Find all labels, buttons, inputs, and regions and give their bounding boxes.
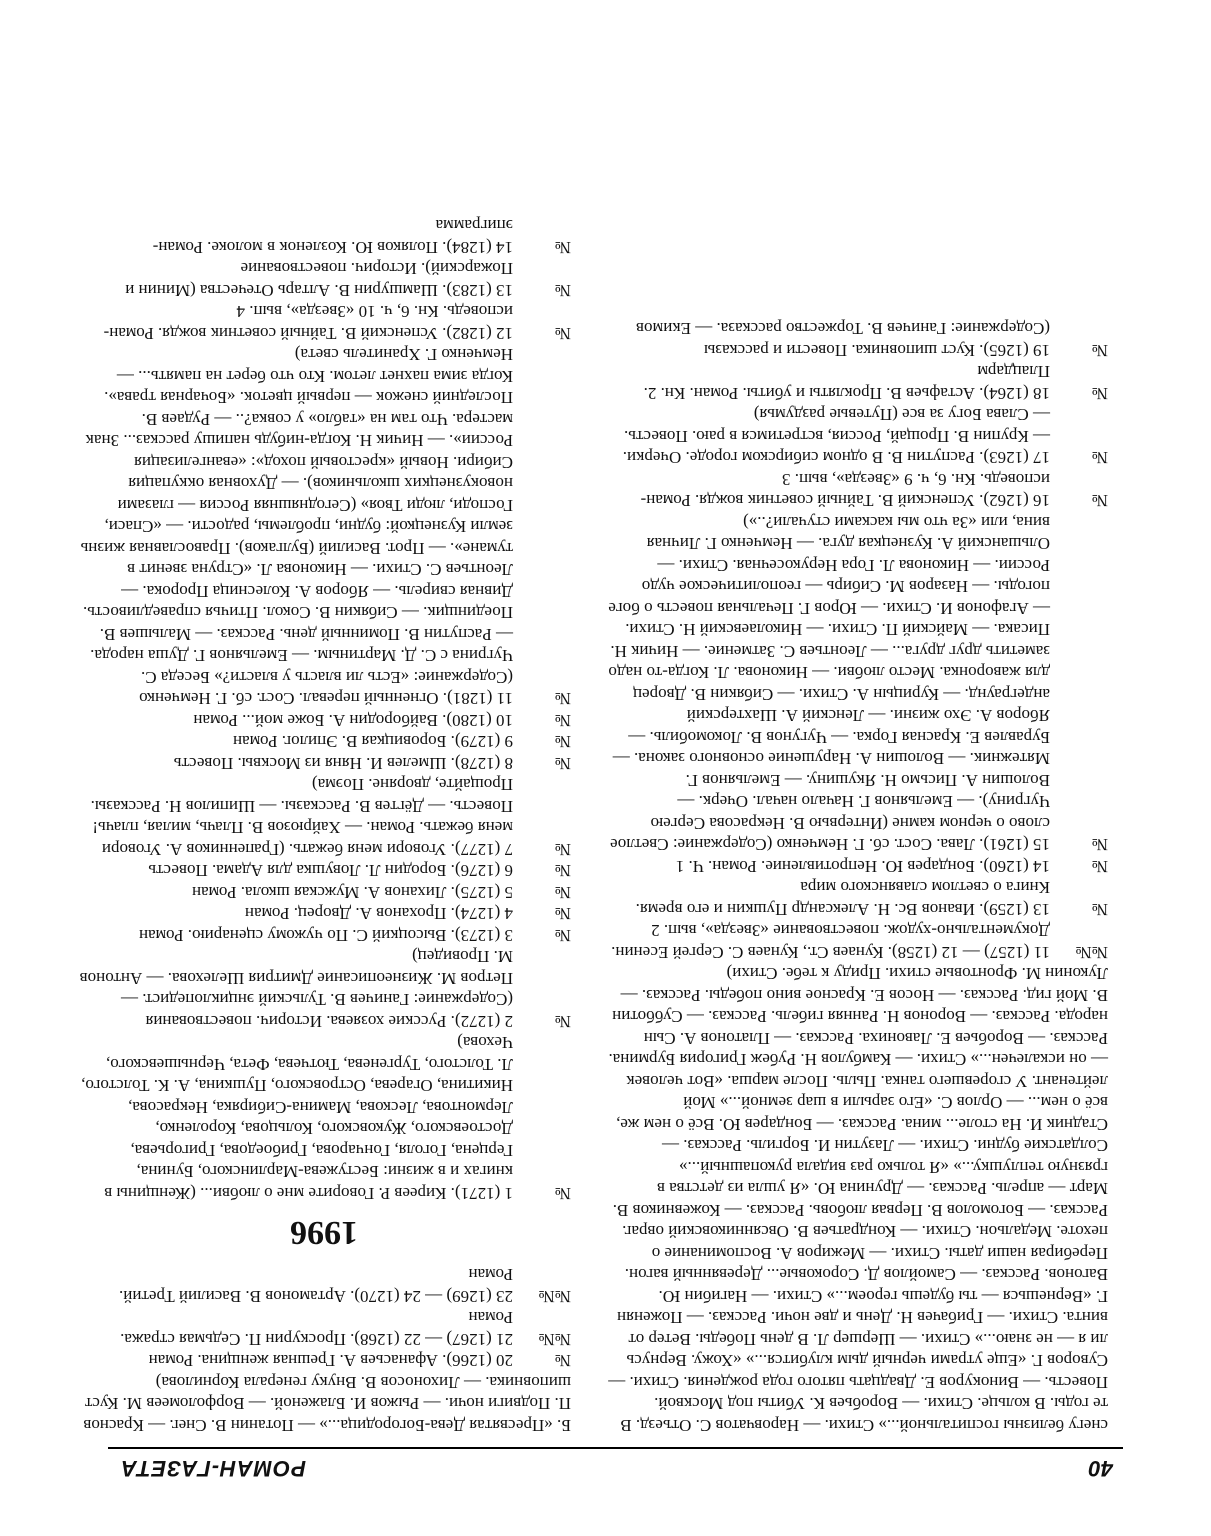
catalog-entry bbox=[77, 753, 571, 775]
entry-number-mark: № bbox=[1091, 835, 1108, 855]
entry-text: 23 (1269) — 24 (1270). Артамонов В. Василий Третий. Роман bbox=[119, 1265, 513, 1306]
entry-number-mark: № bbox=[554, 926, 571, 945]
running-title: РОМАН-ГАЗЕТА bbox=[120, 1456, 306, 1481]
entry-number-mark: № bbox=[554, 861, 571, 881]
catalog-entry bbox=[77, 946, 571, 1032]
left-column bbox=[606, 318, 1108, 1436]
entry-text: 5 (1275). Лиханов А. Мужская школа. Роман bbox=[191, 883, 513, 902]
catalog-entry bbox=[606, 920, 1108, 963]
entry-text: 8 (1278). Шмелев И. Няня из Москвы. Повесть bbox=[173, 754, 513, 773]
catalog-entry bbox=[77, 925, 571, 947]
entry-number-mark: № bbox=[554, 1351, 571, 1371]
entry-continuation: Б. «Пресвятая Дева-Богородица...» — Потанин В. Снег. — Краснов П. Подвиги ночи. — Рыжов И. Блаженой. — Ворфоломеев М. Куст шиповника. — Лихоносов В. Внуку генерала Корнилова) bbox=[83, 1373, 571, 1435]
catalog-entry bbox=[77, 258, 571, 301]
catalog-entry bbox=[77, 731, 571, 753]
page-number: 40 bbox=[1088, 1456, 1113, 1481]
entry-number-mark: №№ bbox=[538, 1287, 571, 1306]
catalog-entry bbox=[77, 1350, 571, 1372]
entry-continuation: снегу белизны госпитальной...» Стихи. — Наровчатов С. Отъезд. В те годы. В кольце. Стихи. — Воробьев К. Убиты под Москвой. Повесть. — Винокуров Е. Двадцать пятого года рождения. Стихи. — Суворов Г. «Еще утрами черный дым клубится...» «Хожу. Вернусь ли я — не знаю...» Стихи. — Шершер Л. В день Победы. Ветер от винта. Стихи. — Грибачев Н. День и две ночи. Рассказ. — Поженян Г. «Вернешься — ты будешь героем...» Стихи. — Нагибин Ю. Вагонов. Рассказ. — Самойлов Д. Сороковые... Деревянный вагон. Перебирая наши даты. Стихи. — Межиров А. Воспоминание о пехоте. Медальон. Стихи. — Кондратьев В. Овсянниковский овраг. Рассказ. — Богомолов В. Первая любовь. Рассказ. — Кожевников В. Март — апрель. Рассказ. — Друнина Ю. «Я ушла из детства в грязную теплушку...» «Я только раз видала рукопашный...» Солдатские будни. Стихи. — Лазутин И. Боргиль. Рассказ. — Стадник И. На столе... мина. Рассказ. — Бондарев Ю. Всё о нем же, всё о нем... — Орлов С. «Его зарыли в шар земной...» Мой лейтенант. У сгоревшего танка. Пыль. После марша. «Вот человек — он искалечен...» Стихи. — Камбулов Н. Рубеж Григория Бурмина. Рассказ. — Воробьев Е. Лавониха. Рассказ. — Платонов А. Сын народа. Рассказ. — Воронов Н. Ранняя гибель. Рассказ. — Субботин В. Мой гид. Рассказ. — Носов Е. Красное вино победы. Рассказ. — Луконин М. Фронтовые стихи. Приду к тебе. Стихи) bbox=[608, 964, 1108, 1435]
entry-number-mark: № bbox=[554, 732, 571, 752]
entry-number-mark: № bbox=[554, 238, 571, 257]
entry-number-mark: № bbox=[554, 689, 571, 709]
entry-number-mark: № bbox=[554, 711, 571, 730]
catalog-entry bbox=[606, 512, 1108, 856]
catalog-entry bbox=[606, 361, 1108, 404]
entry-text: 3 (1273). Высоцкий С. По чужому сценарию. Роман bbox=[139, 926, 513, 945]
entry-number-mark: № bbox=[554, 324, 571, 343]
catalog-entry bbox=[606, 469, 1108, 512]
catalog-entry bbox=[77, 1032, 571, 1204]
catalog-entry bbox=[606, 318, 1108, 361]
entry-number-mark: № bbox=[554, 754, 571, 773]
entry-number-mark: № bbox=[554, 840, 571, 859]
entry-text: 13 (1283). Шамшурин В. Алтарь Отечества (Минин и Пожарский). Историч. повествование bbox=[125, 259, 513, 300]
right-column bbox=[77, 215, 571, 1436]
entry-number-mark: № bbox=[1091, 341, 1108, 360]
entry-number-mark: № bbox=[1091, 448, 1108, 468]
year-heading: 1996 bbox=[290, 1214, 358, 1251]
entry-text: 11 (1281). Огненный перевал. Сост. сб. Г. Немченко (Содержание: «Есть ли власть у власти?» Беседа С. Чугрина с С. Д. Мартиным. — Емельянов Г. Душа народа. — Распутин В. Поминный день. Рассказ. — Малышев В. Поединщик. — Сибякин В. Сокол. Птичья справедливость. Дивная свирель. — Яборов А. Колесница Пророка. — Леонтьев С. Стихи. — Никонова Л. «Струна звенит в тумане». — Прот. Василий (Булгаков). Православная жизнь земли Кузнецкой: будни, проблемы, радости. — «Спаси, Господи, люди Твоя» (Сегодняшняя Россия — глазами новокузнецких школьников). — Духовная оккупация Сибири. Новый «крестовый поход»: «евангелизация России». — Ничик Н. Когда-нибудь напишу рассказ... Знак мастера. Что там на «табло» у совка?.. — Рудаев В. Последний снежок — первый цветок. «Бочарная трава». Когда зима пахнет летом. Кто что берет на память... — Немченко Г. Хранитель света) bbox=[80, 345, 513, 709]
entry-text: 17 (1263). Распутин В. В одном сибирском городе. Очерки. — Крупин В. Прощай, Россия, встретимся в раю. Повесть. — Слава Богу за все (Путевые раздумья) bbox=[622, 405, 1050, 468]
entry-text: 19 (1265). Куст шиповника. Повести и рассказы (Содержание: Ганичев В. Торжество рассказа. — Екимов bbox=[635, 319, 1050, 360]
entry-number-mark: № bbox=[554, 1184, 571, 1203]
entry-text: 20 (1266). Афанасьев А. Грешная женщина. Роман bbox=[148, 1351, 513, 1371]
entry-text: 9 (1279). Боровицкая В. Эпилог. Роман bbox=[233, 732, 513, 752]
entry-text: 11 (1257) — 12 (1258). Кунаев Ст., Кунаев С. Сергей Есенин. Документально-худож. повествование «Звезда», вып. 2 bbox=[611, 921, 1050, 962]
entry-number-mark: № bbox=[1091, 857, 1108, 876]
catalog-entry bbox=[77, 710, 571, 732]
catalog-entry bbox=[77, 1307, 571, 1350]
catalog-entry bbox=[77, 215, 571, 258]
entry-number-mark: № bbox=[1091, 900, 1108, 919]
catalog-entry bbox=[606, 856, 1108, 878]
entry-text: 10 (1280). Вайбородин А. Боже мой... Роман bbox=[193, 711, 513, 730]
entry-number-mark: № bbox=[554, 281, 571, 300]
entry-text: 4 (1274). Проханов А. Дворец. Роман bbox=[244, 904, 513, 924]
entry-number-mark: № bbox=[554, 1012, 571, 1031]
catalog-entry bbox=[77, 301, 571, 344]
entry-number-mark: №№ bbox=[1075, 943, 1108, 962]
catalog-entry bbox=[606, 877, 1108, 920]
catalog-entry bbox=[77, 774, 571, 860]
catalog-entry bbox=[77, 903, 571, 925]
catalog-entry bbox=[77, 344, 571, 710]
entry-text: 13 (1259). Иванов Вс. Н. Александр Пушкин и его время. Книга о светлом славянского мира bbox=[635, 878, 1050, 919]
entry-text: 2 (1272). Русские хозяева. Историч. повествования (Содержание: Ганичев В. Тульский энциклопедист. — Петров М. Жизнеописание Дмитрия Шелехова. — Антонов М. Провидец) bbox=[79, 947, 513, 1031]
entry-number-mark: № bbox=[1091, 491, 1108, 511]
catalog-entry bbox=[77, 882, 571, 904]
entry-number-mark: № bbox=[554, 904, 571, 924]
entry-number-mark: № bbox=[1091, 384, 1108, 403]
entry-text: 18 (1264). Астафьев В. Прокляты и убиты. Роман. Кн. 2. Плацдарм bbox=[643, 362, 1050, 403]
entry-number-mark: №№ bbox=[538, 1330, 571, 1349]
entry-text: 15 (1261). Лава. Сост. сб. Г. Немченко (Содержание: Светлое слово о черном камне (Интервью В. Некрасова Сергею Чугрину). — Емельянов Г. Начало начал. Очерк. — Волошин А. Письмо Н. Якушину. — Емельянов Г. Мятежник. — Волошин А. Нарушение основного закона. — Буравлев Е. Красная Горка. — Чугунов В. Локомобиль. — Яборов А. Эхо жизни. — Ленский А. Шахтерский андеграунд. — Курицын А. Стихи. — Сибякин В. Дворец для жаворонка. Место любви. — Никонова. Л. Когда-то надо заметить друг друга... — Леонтьев С. Затмение. — Ничик Н. Писака. — Майский П. Стихи. — Николаевский Н. Стихи. — Агафонов И. Стихи. — Юров Г. Печальная повесть о боге погоды. — Назаров М. Сибирь — геополитическое чудо России. — Никонова Л. Гора Нерукосечная. Стихи. — Ольшанский А. Кузнецкая дуга. — Немченко Г. Личная вина, или «За что мы касками стучали?..») bbox=[608, 513, 1050, 855]
entry-text: 16 (1262). Успенский В. Тайный советник вождя. Роман-исповедь. Кн. 6, ч. 9 «Звезда», вып. 3 bbox=[640, 470, 1050, 511]
entry-text: 6 (1276). Бородин Л. Ловушка для Адама. Повесть bbox=[148, 861, 513, 881]
catalog-entry bbox=[77, 860, 571, 882]
entry-text: 7 (1277). Уговори меня бежать. (Грапенников А. Уговори меня бежать. Роман. — Хайрюзов В. Плачь, милая, плачь! Повесть. — Дёгтев В. Рассказы. — Шипилов Н. Рассказы. Прощайте, дворяне. Поэма) bbox=[90, 775, 513, 859]
entry-number-mark: № bbox=[554, 883, 571, 902]
entry-text: 12 (1282). Успенский В. Тайный советник вождя. Роман-исповедь. Кн. 6, ч. 10 «Звезда», вып. 4 bbox=[103, 302, 513, 343]
catalog-entry bbox=[606, 404, 1108, 469]
entry-text: 1 (1271). Киреев Р. Говорите мне о любви... (Женщины в книгах и в жизни: Бестужева-Марлинского, Бунина, Герцена, Гоголя, Гончарова, Грибоедова, Григорьева, Достоевского, Жуковского, Кольцова, Короленко, Лермонтова, Лескова, Мамина-Сибиряка, Некрасова, Никитина, Огарева, Островского, Пушкина, А. К. Толстого, Л. Толстого, Тургенева, Тютчева, Фета, Чернышевского, Чехова) bbox=[81, 1033, 513, 1203]
entry-text: 14 (1284). Поляков Ю. Козленок в молоке. Роман-эпиграмма bbox=[152, 216, 513, 257]
entry-text: 21 (1267) — 22 (1268). Проскурин П. Седьмая стража. Роман bbox=[120, 1308, 513, 1349]
catalog-entry bbox=[77, 1264, 571, 1307]
entry-text: 14 (1260). Бондарев Ю. Непротивление. Роман. Ч. 1 bbox=[675, 857, 1050, 876]
page-header bbox=[108, 1447, 1123, 1481]
